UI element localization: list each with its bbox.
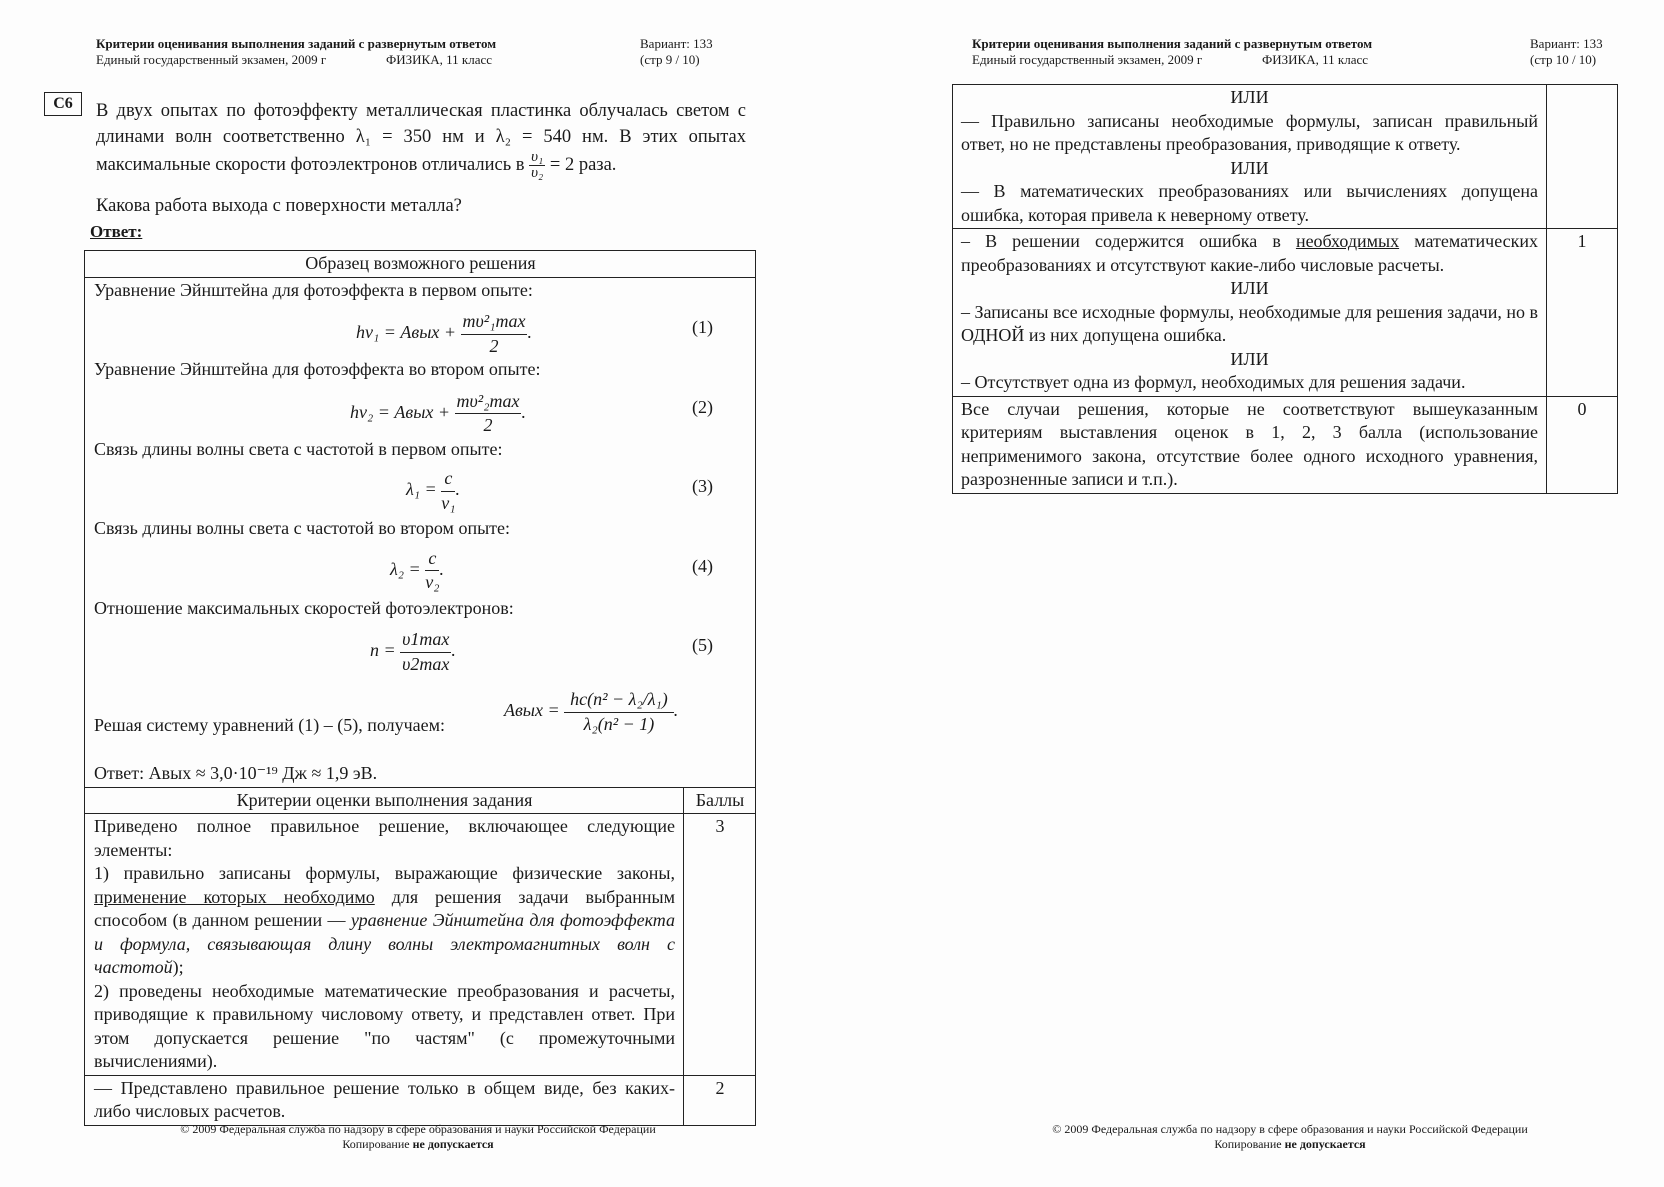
- criteria-points: 2: [684, 1075, 756, 1125]
- or-label: ИЛИ: [1230, 87, 1269, 107]
- criteria-row: [953, 229, 1618, 397]
- or-label: ИЛИ: [1230, 348, 1269, 369]
- question: Какова работа выхода с поверхности металла?: [96, 196, 462, 216]
- equation-number: (2): [692, 396, 713, 417]
- criteria-text: – Отсутствует одна из формул, необходимых для решения задачи.: [961, 372, 1466, 392]
- criteria-text: – В решении содержится ошибка в необходимых математических преобразованиях и отсутствуют какие-либо числовые расчеты.: [961, 231, 1538, 275]
- solution-line-4: Связь длины волны света с частотой во втором опыте:: [94, 518, 511, 538]
- criteria-row: [953, 396, 1618, 493]
- variant: Вариант: 133: [1530, 36, 1603, 51]
- equation-1: hν₁ = Aвых + $\frac{\text{mυ²₁max}}{2}$ . (1): [356, 311, 713, 356]
- page-header-right: [640, 36, 750, 68]
- task-ratio-tail: = 2 раза.: [549, 154, 617, 175]
- criteria-text: – Записаны все исходные формулы, необходимые для решения задачи, но в ОДНОЙ из них допущена ошибка.: [961, 301, 1538, 345]
- solution-line-1: Уравнение Эйнштейна для фотоэффекта в первом опыте:: [94, 279, 533, 300]
- criteria-item-2: 2) проведены необходимые математические преобразования и расчеты, приводящие к правильному числовому ответу, и представлен ответ. При этом допускается решение "по частям" (с промежуточными вычислениями).: [94, 980, 675, 1071]
- page-number: (стр 10 / 10): [1530, 52, 1597, 67]
- header-exam: Единый государственный экзамен, 2009 г: [96, 52, 327, 67]
- header-subject: ФИЗИКА, 11 класс: [386, 52, 492, 67]
- criteria-points: 3: [684, 814, 756, 1076]
- copy-notice: Копирование не допускается: [1214, 1137, 1366, 1151]
- equation-2: hν₂ = Aвых + $\frac{\text{mυ²₂max}}{2}$ . (2): [350, 390, 713, 435]
- solution-line-5: Отношение максимальных скоростей фотоэлектронов:: [94, 597, 514, 618]
- criteria-row: [85, 814, 756, 1076]
- criteria-table-continued: [952, 84, 1618, 494]
- header-subject: ФИЗИКА, 11 класс: [1262, 52, 1368, 67]
- criteria-text: — Представлено правильное решение только в общем виде, без каких-либо числовых расчетов.: [85, 1075, 684, 1125]
- page-footer: [98, 1122, 738, 1152]
- page-header-right: [1530, 36, 1640, 68]
- copy-notice: Копирование не допускается: [342, 1137, 494, 1151]
- solution-table: [84, 250, 756, 1126]
- final-formula-row: [94, 682, 747, 762]
- equation-number: (5): [692, 635, 713, 655]
- copyright: © 2009 Федеральная служба по надзору в сфере образования и науки Российской Федерации: [1052, 1122, 1528, 1136]
- criteria-points: 0: [1547, 396, 1618, 493]
- criteria-points: [1547, 85, 1618, 229]
- criteria-row: [85, 1075, 756, 1125]
- page-footer: [970, 1122, 1610, 1152]
- page-10: [880, 0, 1640, 1187]
- criteria-row: [953, 85, 1618, 229]
- page-header: [96, 36, 496, 68]
- task-label: С6: [44, 92, 82, 116]
- equation-3: λ₁ = $\frac{c}{\text{ν₁}}$ . (3): [406, 468, 713, 513]
- equation-5: n = $\frac{\upsilon 1\max}{\upsilon 2\max}$ . (5): [370, 629, 713, 674]
- page-header: [972, 36, 1372, 68]
- solution-answer: Ответ: Aвых ≈ 3,0·10⁻¹⁹ Дж ≈ 1,9 эВ.: [94, 763, 378, 783]
- criteria-text: Все случаи решения, которые не соответствуют вышеуказанным критериям выставления оценок в 1, 2, 3 балла (использование неприменимого закона, отсутствие более одного исходного уравнения, разрозненные записи и т.п.).: [953, 396, 1547, 493]
- velocity-ratio: $\frac{\text{υ₁}}{\text{υ₂}}$: [531, 149, 544, 181]
- task-text: [96, 98, 746, 181]
- page-9: [0, 0, 760, 1187]
- equation-6: Aвых = $\frac{\text{hc(n² − λ₂/λ₁)}}{\text{λ₂(n² − 1)}}$ .: [504, 689, 679, 734]
- equation-number: (1): [692, 317, 713, 337]
- solution-line-2: Уравнение Эйнштейна для фотоэффекта во втором опыте:: [94, 359, 541, 379]
- solution-line-6: Решая систему уравнений (1) – (5), получаем:: [94, 715, 446, 735]
- variant: Вариант: 133: [640, 36, 713, 51]
- criteria-text: — Правильно записаны необходимые формулы, записан правильный ответ, но не представлены преобразования, приводящие к ответу.: [961, 110, 1538, 154]
- equation-number: (4): [692, 555, 713, 576]
- points-header: Баллы: [684, 787, 756, 814]
- equation-4: λ₂ = $\frac{c}{\text{ν₂}}$ . (4): [390, 547, 713, 592]
- answer-label: Ответ:: [90, 222, 143, 241]
- criteria-text: — В математических преобразованиях или вычислениях допущена ошибка, которая привела к неверному ответу.: [961, 181, 1538, 225]
- equation-number: (3): [692, 476, 713, 496]
- copyright: © 2009 Федеральная служба по надзору в сфере образования и науки Российской Федерации: [180, 1122, 656, 1136]
- header-title: Критерии оценивания выполнения заданий с развернутым ответом: [972, 36, 1373, 51]
- solution-header: Образец возможного решения: [85, 251, 756, 278]
- criteria-header: Критерии оценки выполнения задания: [85, 787, 684, 814]
- task-statement: В двух опытах по фотоэффекту металлическая пластинка облучалась светом с длинами волн соответственно λ₁ = 350 нм и λ₂ = 540 нм. В этих опытах максимальные скорости фотоэлектронов отличались в: [96, 101, 746, 175]
- criteria-intro: Приведено полное правильное решение, включающее следующие элементы:: [94, 816, 675, 860]
- criteria-points: 1: [1547, 229, 1618, 397]
- solution-body: [85, 277, 756, 787]
- criteria-item-1: 1) правильно записаны формулы, выражающие физические законы, применение которых необходимо для решения задачи выбранным способом (в данном решении — уравнение Эйнштейна для фотоэффекта и формула, связывающая длину волны электромагнитных волн с частотой);: [94, 863, 675, 977]
- header-exam: Единый государственный экзамен, 2009 г: [972, 52, 1203, 67]
- or-label: ИЛИ: [1230, 278, 1269, 298]
- solution-line-3: Связь длины волны света с частотой в первом опыте:: [94, 438, 503, 459]
- header-title: Критерии оценивания выполнения заданий с развернутым ответом: [96, 36, 497, 51]
- or-label: ИЛИ: [1230, 157, 1269, 178]
- page-number: (стр 9 / 10): [640, 52, 700, 67]
